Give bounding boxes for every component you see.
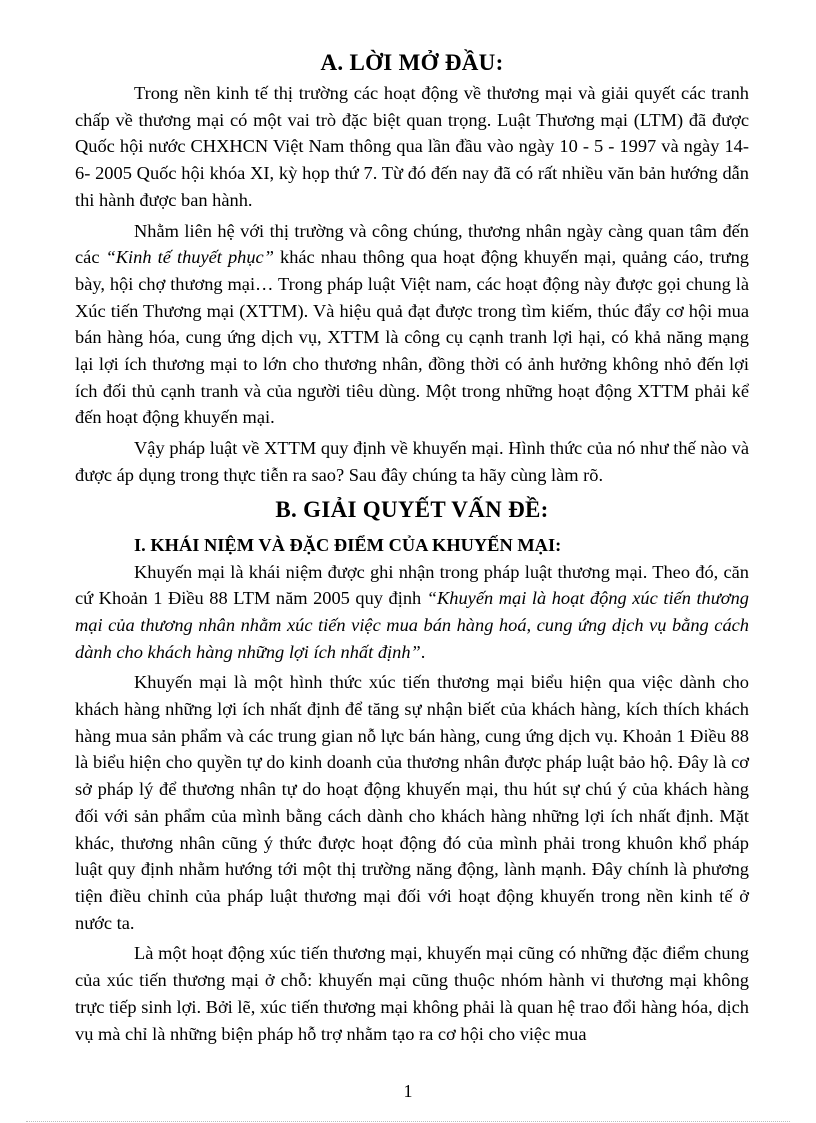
- intro-paragraph-2-italic: “Kinh tế thuyết phục”: [105, 247, 274, 268]
- page-number: 1: [403, 1081, 413, 1101]
- page-body: [75, 46, 749, 1047]
- intro-paragraph-2: [75, 218, 749, 432]
- intro-paragraph-2-text-a: Nhằm liên hệ với thị trường và công chúng, thương nhân ngày càng quan tâm đến các: [75, 220, 749, 268]
- intro-paragraph-2-text-b: khác nhau thông qua hoạt động khuyến mại, quảng cáo, trưng bày, hội chợ thương mại… Trong pháp luật Việt nam, các hoạt động này được gọi chung là Xúc tiến Thương mại (XTTM). Và hiệu quả đạt được trong tìm kiếm, thúc đẩy cơ hội mua bán hàng hóa, cung ứng dịch vụ, XTTM là công cụ cạnh tranh lợi hại, có khả năng mạng lại lợi ích thương mại to lớn cho thương nhân, đồng thời có ảnh hưởng không nhỏ đến lợi ích đối thủ cạnh tranh và của người tiêu dùng. Một trong những hoạt động XTTM phải kể đến hoạt động khuyến mại.: [75, 247, 749, 428]
- heading-problem-solving: B. GIẢI QUYẾT VẤN ĐỀ:: [275, 496, 549, 522]
- section-1-paragraph-2: Khuyến mại là một hình thức xúc tiến thương mại biểu hiện qua việc dành cho khách hàng những lợi ích nhất định để tăng sự nhận biết của khách hàng, kích thích khách hàng mua sản phẩm và các trung gian nỗ lực bán hàng, cung ứng dịch vụ. Khoản 1 Điều 88 là biểu hiện cho quyền tự do kinh doanh của thương nhân được pháp luật bảo hộ. Đây là cơ sở pháp lý để thương nhân tự do hoạt động khuyến mại, thu hút sự chú ý của khách hàng đối với sản phẩm của mình bằng cách dành cho khách hàng những lợi ích nhất định. Mặt khác, thương nhân cũng ý thức được hoạt động đó của mình phải trong khuôn khổ pháp luật quy định nhằm hướng tới một thị trường năng động, lành mạnh. Đây chính là phương tiện điều chỉnh của pháp luật thương mại đối với hoạt động khuyến trong nền kinh tế ở nước ta.: [75, 672, 749, 933]
- section-1-paragraph-1-italic: “Khuyến mại là hoạt động xúc tiến thương mại của thương nhân nhằm xúc tiến việc mua bán hàng hoá, cung ứng dịch vụ bằng cách dành cho khách hàng những lợi ích nhất định”: [75, 588, 749, 662]
- intro-paragraph-1: Trong nền kinh tế thị trường các hoạt động về thương mại và giải quyết các tranh chấp về thương mại có một vai trò đặc biệt quan trọng. Luật Thương mại (LTM) đã được Quốc hội nước CHXHCN Việt Nam thông qua lần đầu vào ngày 10 - 5 - 1997 và ngày 14- 6- 2005 Quốc hội khóa XI, kỳ họp thứ 7. Từ đó đến nay đã có rất nhiều văn bản hướng dẫn thi hành được ban hành.: [75, 83, 749, 210]
- section-1-paragraph-1: [75, 559, 749, 666]
- heading-introduction: A. LỜI MỞ ĐẦU:: [320, 50, 504, 75]
- section-1-paragraph-3: Là một hoạt động xúc tiến thương mại, khuyến mại cũng có những đặc điểm chung của xúc tiến thương mại ở chỗ: khuyến mại cũng thuộc nhóm hành vi thương mại không trực tiếp sinh lợi. Bởi lẽ, xúc tiến thương mại không phải là quan hệ trao đổi hàng hóa, dịch vụ mà chỉ là những biện pháp hỗ trợ nhằm tạo ra cơ hội cho việc mua: [75, 943, 749, 1044]
- page-bottom-rule: [26, 1121, 790, 1122]
- section-1-title: I. KHÁI NIỆM VÀ ĐẶC ĐIỂM CỦA KHUYẾN MẠI:: [134, 534, 562, 555]
- intro-paragraph-3: Vậy pháp luật về XTTM quy định về khuyến mại. Hình thức của nó như thế nào và được áp dụng trong thực tiễn ra sao? Sau đây chúng ta hãy cùng làm rõ.: [75, 438, 749, 485]
- section-1-paragraph-1-text-b: .: [420, 641, 426, 662]
- section-1-paragraph-1-text-a: Khuyến mại là khái niệm được ghi nhận trong pháp luật thương mại. Theo đó, căn cứ Khoản 1 Điều 88 LTM năm 2005 quy định: [75, 561, 749, 609]
